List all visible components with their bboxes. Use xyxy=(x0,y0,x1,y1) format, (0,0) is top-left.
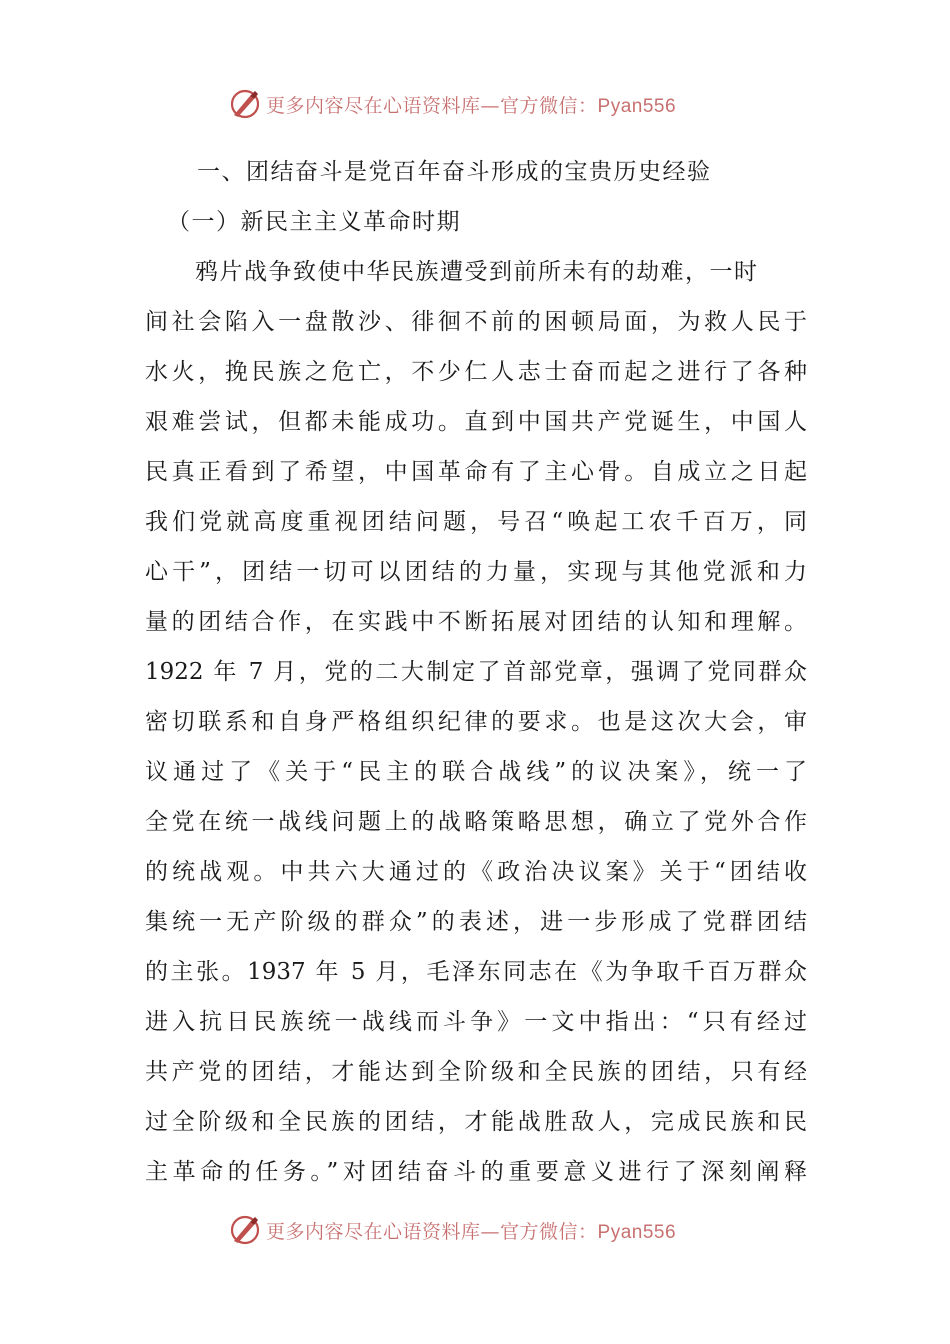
wechat-id: Pyan556 xyxy=(597,1221,677,1243)
document-body xyxy=(145,147,807,1197)
paragraph-line: 共产党的团结，才能达到全阶级和全民族的团结，只有经 xyxy=(145,1059,807,1085)
section-heading: 一、团结奋斗是党百年奋斗形成的宝贵历史经验 xyxy=(197,159,712,185)
paragraph-line: 密切联系和自身严格组织纪律的要求。也是这次大会，审 xyxy=(145,709,807,735)
paragraph-line: 集统一无产阶级的群众”的表述，进一步形成了党群团结 xyxy=(145,909,807,935)
paragraph-line: 心干”，团结一切可以团结的力量，实现与其他党派和力 xyxy=(145,559,807,585)
footer-watermark-banner xyxy=(228,1210,748,1250)
paragraph-line: 进入抗日民族统一战线而斗争》一文中指出：“只有经过 xyxy=(145,1009,807,1035)
paragraph-line: 艰难尝试，但都未能成功。直到中国共产党诞生，中国人 xyxy=(145,409,807,435)
banner-text: 更多内容尽在心语资料库—官方微信：Pyan556 xyxy=(266,94,677,117)
wechat-id: Pyan556 xyxy=(597,95,677,117)
paragraph-line: 鸦片战争致使中华民族遭受到前所未有的劫难，一时 xyxy=(195,259,759,285)
paragraph-line: 我们党就高度重视团结问题，号召“唤起工农千百万，同 xyxy=(145,509,807,535)
paragraph-line: 间社会陷入一盘散沙、徘徊不前的困顿局面，为救人民于 xyxy=(145,309,807,335)
paragraph-line: 水火，挽民族之危亡，不少仁人志士奋而起之进行了各种 xyxy=(145,359,807,385)
header-watermark-banner xyxy=(228,84,748,124)
paragraph-line: 民真正看到了希望，中国革命有了主心骨。自成立之日起 xyxy=(145,459,807,485)
pen-logo-icon xyxy=(228,87,262,121)
paragraph-line: 议通过了《关于“民主的联合战线”的议决案》，统一了 xyxy=(145,759,807,785)
paragraph-line: 量的团结合作，在实践中不断拓展对团结的认知和理解。 xyxy=(145,609,807,635)
paragraph xyxy=(145,247,807,1197)
paragraph-line: 1922 年 7 月，党的二大制定了首部党章，强调了党同群众 xyxy=(145,659,807,685)
pen-logo-icon xyxy=(228,1213,262,1247)
paragraph-line: 全党在统一战线问题上的战略策略思想，确立了党外合作 xyxy=(145,809,807,835)
paragraph-line: 主革命的任务。”对团结奋斗的重要意义进行了深刻阐释 xyxy=(145,1159,807,1185)
paragraph-line: 过全阶级和全民族的团结，才能战胜敌人，完成民族和民 xyxy=(145,1109,807,1135)
banner-text: 更多内容尽在心语资料库—官方微信：Pyan556 xyxy=(266,1220,677,1243)
subsection-heading: （一）新民主主义革命时期 xyxy=(167,209,461,235)
paragraph-line: 的统战观。中共六大通过的《政治决议案》关于“团结收 xyxy=(145,859,807,885)
paragraph-line: 的主张。1937 年 5 月，毛泽东同志在《为争取千百万群众 xyxy=(145,959,807,985)
